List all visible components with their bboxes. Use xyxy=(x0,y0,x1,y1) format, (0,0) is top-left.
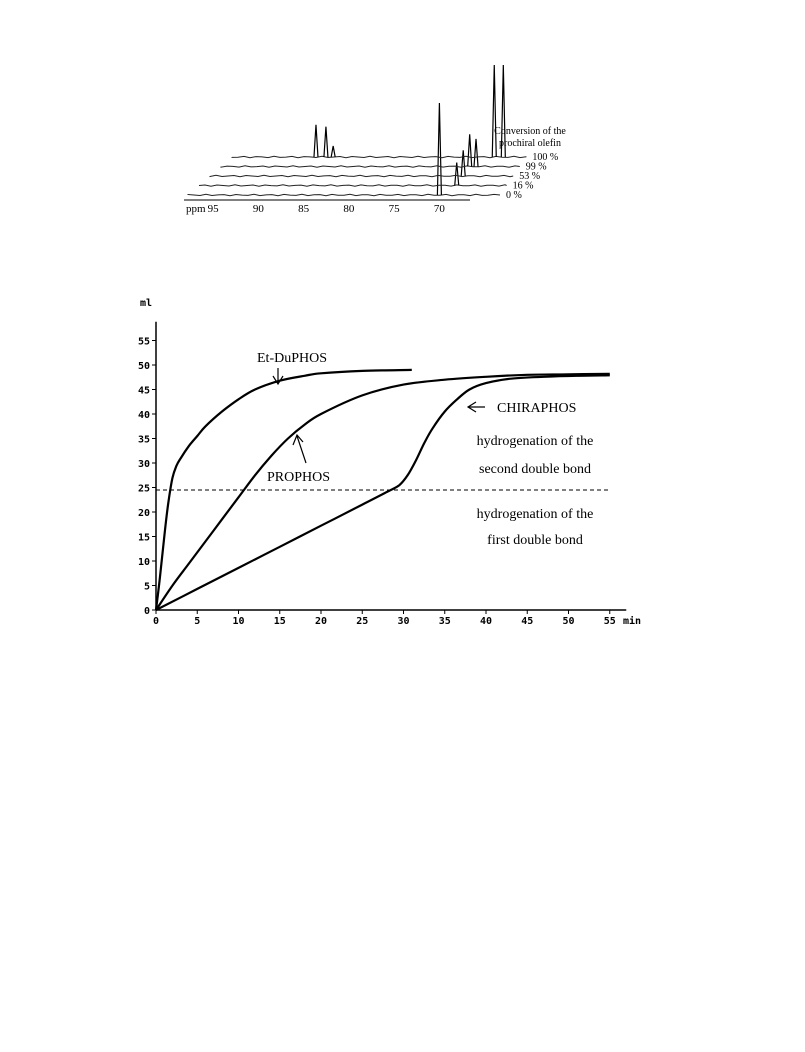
x-tick-label-45: 45 xyxy=(521,616,534,627)
y-tick-label-10: 10 xyxy=(137,557,150,568)
nmr-x-label: ppm xyxy=(186,203,206,215)
x-tick-label-0: 0 xyxy=(152,616,160,627)
x-tick-label-50: 50 xyxy=(562,616,575,627)
y-tick-label-50: 50 xyxy=(137,361,150,372)
annotation-upper-line1: hydrogenation of the xyxy=(476,434,594,449)
series-label-chiraphos: CHIRAPHOS xyxy=(497,401,577,416)
nmr-peak xyxy=(474,139,478,167)
y-tick-label-30: 30 xyxy=(137,459,150,470)
nmr-trace-baseline xyxy=(221,166,520,167)
annotation-upper-line2: second double bond xyxy=(479,462,591,477)
x-tick-label-20: 20 xyxy=(314,616,328,627)
nmr-peak xyxy=(331,146,335,157)
y-tick-label-25: 25 xyxy=(137,483,150,495)
y-tick-label-0: 0 xyxy=(143,606,150,617)
hydrogen-uptake-chart xyxy=(120,290,660,640)
y-tick-label-5: 5 xyxy=(143,581,150,593)
y-tick-label-45: 45 xyxy=(137,385,150,397)
nmr-peak xyxy=(492,65,496,157)
annotation-lower-line2: first double bond xyxy=(487,533,583,548)
y-tick-label-35: 35 xyxy=(137,434,150,446)
nmr-trace-label: 0 % xyxy=(506,190,522,201)
x-tick-label-40: 40 xyxy=(479,616,493,627)
x-tick-label-35: 35 xyxy=(438,616,451,627)
nmr-tick-70: 70 xyxy=(433,203,445,215)
series-label-et-duphos: Et-DuPHOS xyxy=(257,351,328,366)
nmr-peak xyxy=(324,127,328,157)
nmr-tick-85: 85 xyxy=(298,203,310,215)
y-tick-label-55: 55 xyxy=(137,336,150,348)
nmr-trace-baseline xyxy=(188,194,500,195)
nmr-traces xyxy=(188,65,526,196)
nmr-tick-80: 80 xyxy=(343,203,355,215)
y-tick-label-40: 40 xyxy=(137,410,150,421)
x-tick-label-25: 25 xyxy=(356,616,369,627)
x-tick-label-30: 30 xyxy=(397,616,410,627)
nmr-peak xyxy=(468,134,472,166)
nmr-tick-95: 95 xyxy=(207,203,219,215)
nmr-tick-90: 90 xyxy=(252,203,264,215)
nmr-peak xyxy=(314,125,318,157)
nmr-peak xyxy=(437,103,441,195)
x-tick-label-15: 15 xyxy=(273,616,286,627)
x-tick-label-55: 55 xyxy=(603,616,616,627)
nmr-legend-title-line2: prochiral olefin xyxy=(499,138,561,149)
nmr-trace-label: 16 % xyxy=(512,180,534,192)
nmr-trace-labels xyxy=(506,152,558,201)
annotation-lower-line1: hydrogenation of the xyxy=(476,507,594,522)
y-tick-label-20: 20 xyxy=(137,508,150,519)
nmr-trace-label: 53 % xyxy=(519,171,541,182)
nmr-trace-baseline xyxy=(210,175,513,176)
x-axis-label: min xyxy=(623,616,642,627)
nmr-peak xyxy=(461,150,465,176)
nmr-trace-baseline xyxy=(232,156,526,157)
series-label-prophos: PROPHOS xyxy=(267,470,331,485)
y-axis-label: ml xyxy=(140,298,153,309)
nmr-x-axis xyxy=(184,200,470,215)
nmr-trace-label: 100 % xyxy=(532,152,559,163)
nmr-legend-title-line1: Conversion of the xyxy=(494,126,566,137)
nmr-spectra-chart xyxy=(170,55,620,235)
chiraphos-arrow xyxy=(468,402,485,412)
prophos-arrow xyxy=(293,435,306,463)
y-tick-label-15: 15 xyxy=(137,532,150,544)
nmr-trace-baseline xyxy=(199,185,507,186)
x-tick-label-10: 10 xyxy=(232,616,245,627)
nmr-trace-label: 99 % xyxy=(525,161,547,173)
x-tick-label-5: 5 xyxy=(194,616,201,627)
nmr-tick-75: 75 xyxy=(388,203,400,215)
